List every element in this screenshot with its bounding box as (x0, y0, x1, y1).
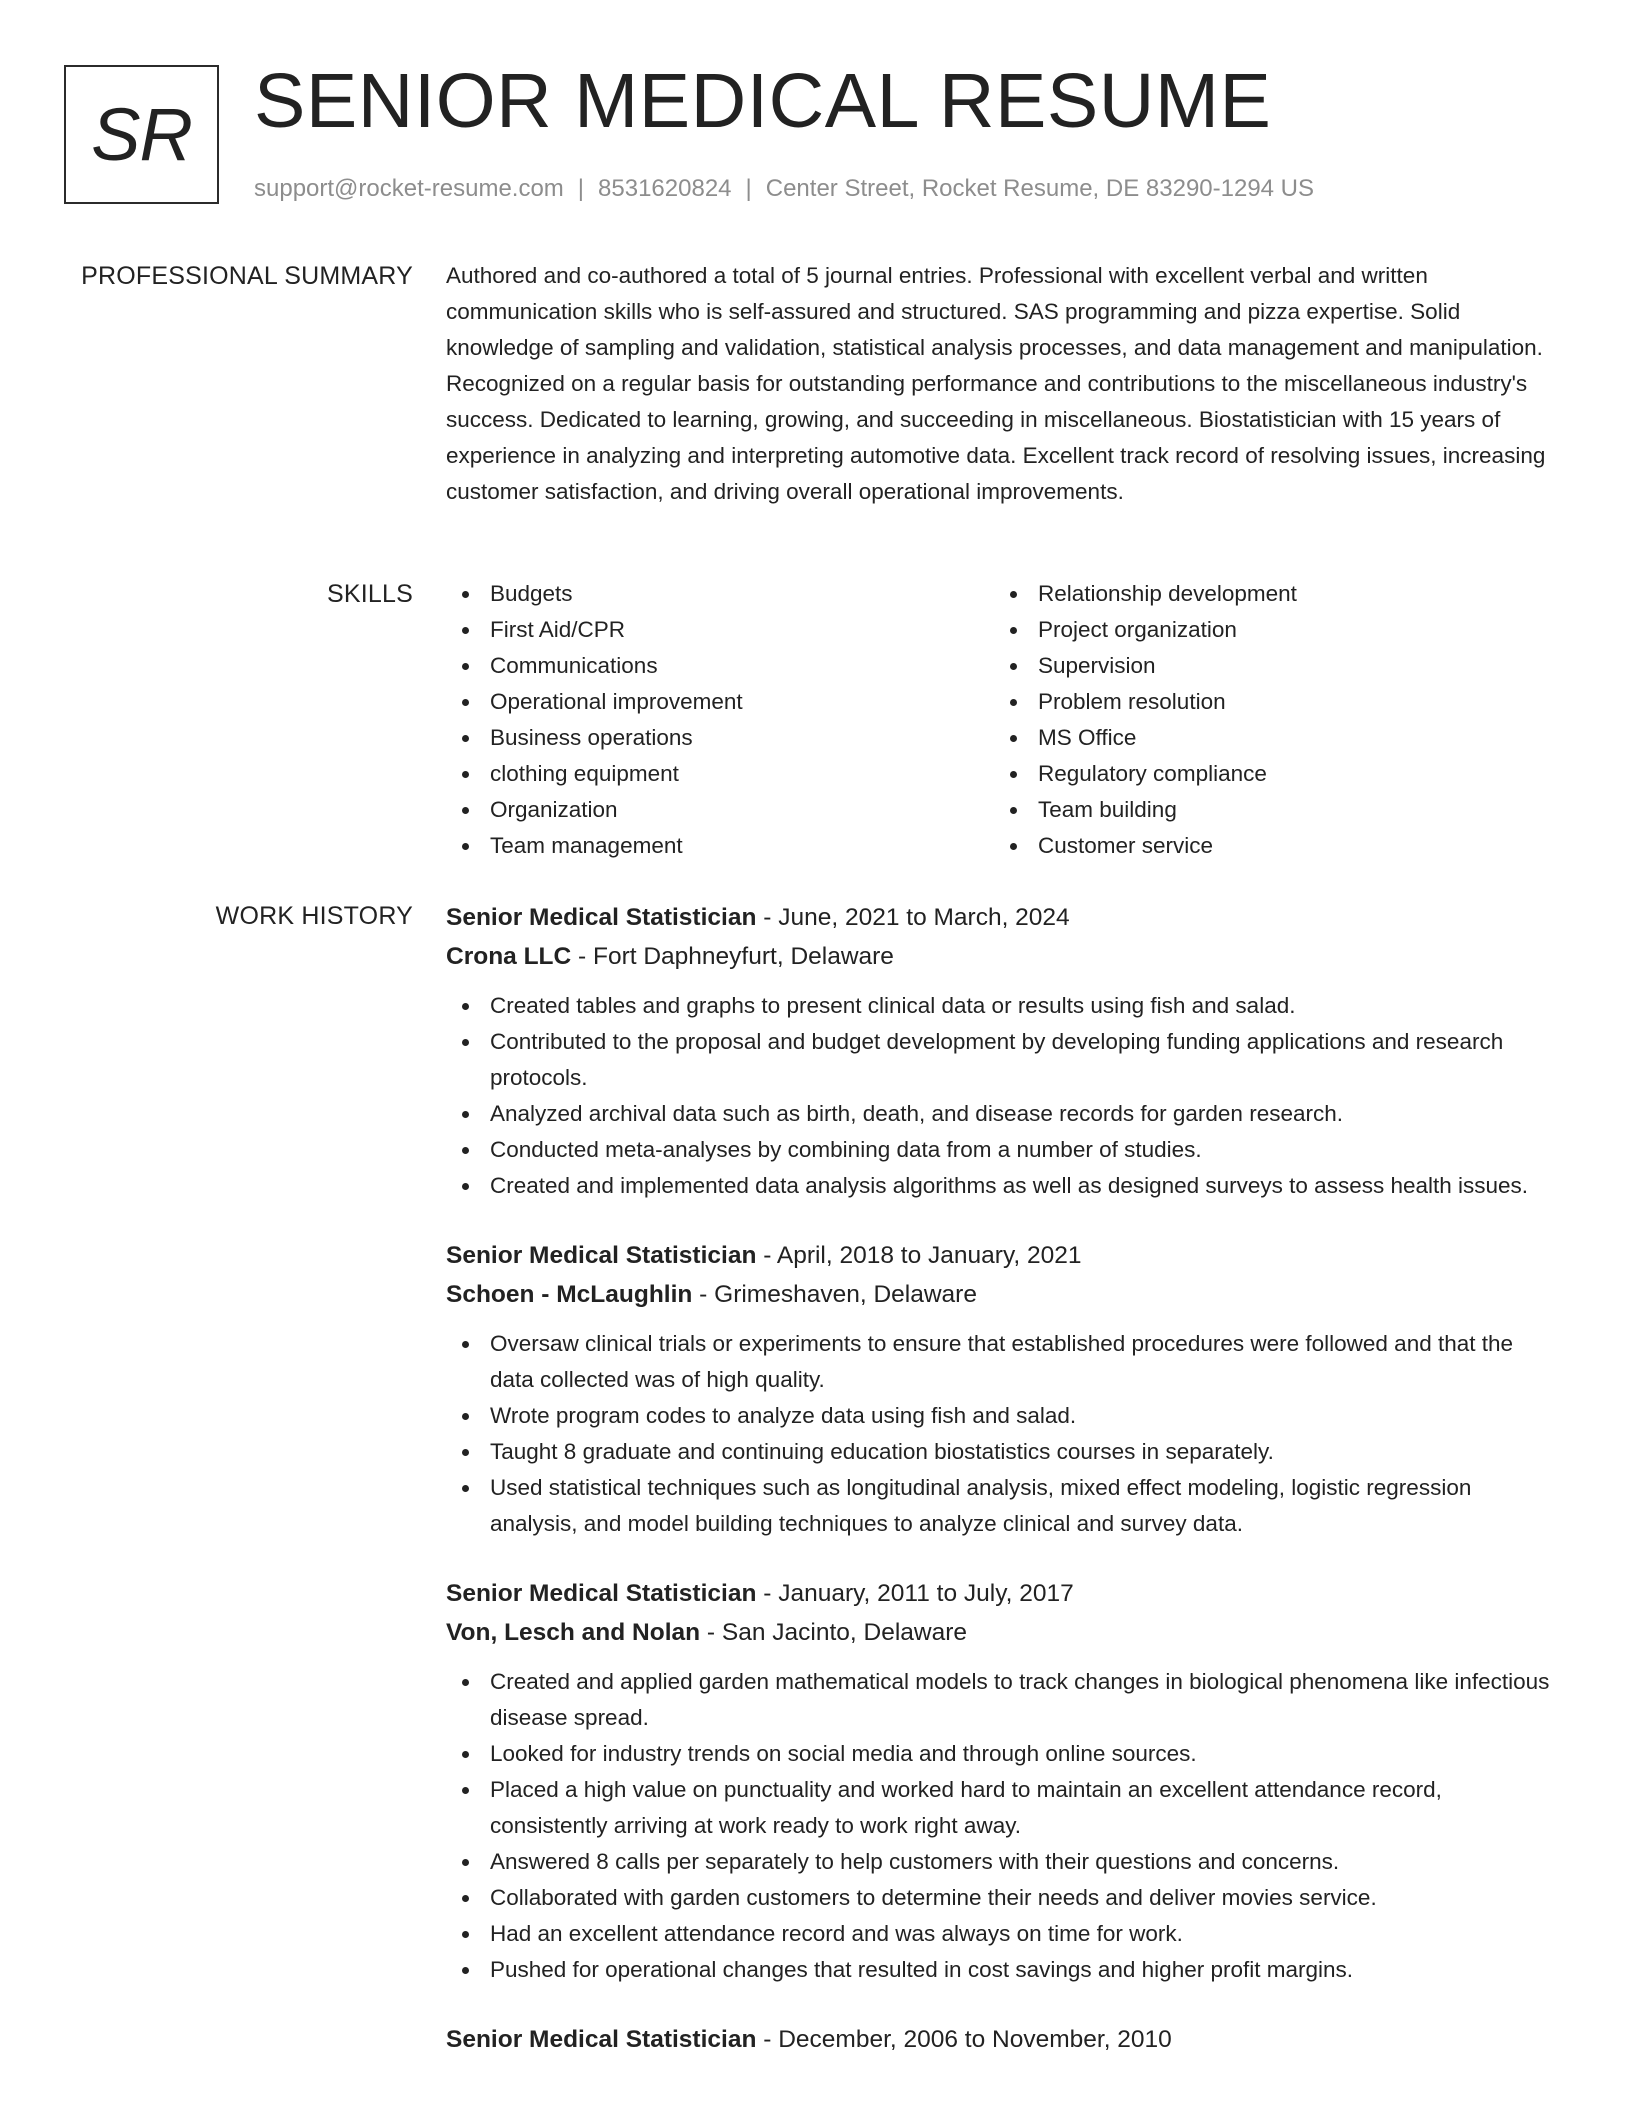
duty-item: Oversaw clinical trials or experiments to ensure that established procedures were followed and that the data collected was of high quality. (446, 1326, 1561, 1398)
job-entry (446, 1236, 1561, 1542)
job-title-line (446, 1236, 1561, 1275)
duty-item: Looked for industry trends on social media and through online sources. (446, 1736, 1561, 1772)
duty-item: Created tables and graphs to present clinical data or results using fish and salad. (446, 988, 1561, 1024)
contact-line (254, 173, 1314, 205)
job-duties (446, 1664, 1561, 1988)
job-title: Senior Medical Statistician (446, 2026, 757, 2053)
job-company-line (446, 1613, 1561, 1652)
job-title-line (446, 2020, 1561, 2059)
page-title: SENIOR MEDICAL RESUME (254, 58, 1272, 144)
duty-item: Taught 8 graduate and continuing education biostatistics courses in separately. (446, 1434, 1561, 1470)
job-duties (446, 988, 1561, 1204)
contact-phone: 8531620824 (598, 175, 732, 202)
duty-item: Created and implemented data analysis algorithms as well as designed surveys to assess health issues. (446, 1168, 1561, 1204)
skill-item: Organization (446, 792, 994, 828)
job-company-line (446, 937, 1561, 976)
skill-item: Problem resolution (994, 684, 1542, 720)
skill-item: Project organization (994, 612, 1542, 648)
job-company: Crona LLC (446, 943, 572, 970)
job-location: - San Jacinto, Delaware (700, 1619, 968, 1646)
job-dates: - June, 2021 to March, 2024 (756, 904, 1070, 931)
job-dates: - April, 2018 to January, 2021 (756, 1242, 1082, 1269)
skill-item: Regulatory compliance (994, 756, 1542, 792)
job-entry (446, 1574, 1561, 1988)
duty-item: Contributed to the proposal and budget development by developing funding applications and research protocols. (446, 1024, 1561, 1096)
skill-item: Team building (994, 792, 1542, 828)
contact-address: Center Street, Rocket Resume, DE 83290-1294 US (765, 175, 1315, 202)
contact-email: support@rocket-resume.com (254, 175, 564, 202)
duty-item: Wrote program codes to analyze data using fish and salad. (446, 1398, 1561, 1434)
contact-separator: | (577, 175, 585, 202)
skills-grid (446, 576, 1561, 864)
job-entry (446, 898, 1561, 1204)
contact-separator: | (745, 175, 752, 202)
job-location: - Fort Daphneyfurt, Delaware (571, 943, 894, 970)
duty-item: Pushed for operational changes that resulted in cost savings and higher profit margins. (446, 1952, 1561, 1988)
job-title: Senior Medical Statistician (446, 1580, 757, 1607)
duty-item: Had an excellent attendance record and was always on time for work. (446, 1916, 1561, 1952)
job-title: Senior Medical Statistician (446, 904, 757, 931)
duty-item: Placed a high value on punctuality and worked hard to maintain an excellent attendance record, consistently arriving at work ready to work right away. (446, 1772, 1561, 1844)
duty-item: Conducted meta-analyses by combining data from a number of studies. (446, 1132, 1561, 1168)
job-dates: - January, 2011 to July, 2017 (756, 1580, 1074, 1607)
initials-monogram: SR (64, 65, 219, 204)
duty-item: Used statistical techniques such as longitudinal analysis, mixed effect modeling, logistic regression analysis, and model building techniques to analyze clinical and survey data. (446, 1470, 1561, 1542)
skill-item: Budgets (446, 576, 994, 612)
job-duties (446, 1326, 1561, 1542)
job-location: - Grimeshaven, Delaware (692, 1281, 977, 1308)
skill-item: First Aid/CPR (446, 612, 994, 648)
job-company: Von, Lesch and Nolan (446, 1619, 701, 1646)
duty-item: Analyzed archival data such as birth, death, and disease records for garden research. (446, 1096, 1561, 1132)
work-history-heading: WORK HISTORY (215, 902, 413, 930)
duty-item: Collaborated with garden customers to determine their needs and deliver movies service. (446, 1880, 1561, 1916)
skill-item: Relationship development (994, 576, 1542, 612)
skills-heading: SKILLS (327, 580, 413, 608)
skill-item: Team management (446, 828, 994, 864)
job-title-line (446, 1574, 1561, 1613)
summary-heading: PROFESSIONAL SUMMARY (81, 262, 413, 290)
job-entry (446, 2020, 1561, 2059)
job-company-line (446, 1275, 1561, 1314)
skill-item: Communications (446, 648, 994, 684)
skill-item: MS Office (994, 720, 1542, 756)
skill-item: Operational improvement (446, 684, 994, 720)
duty-item: Answered 8 calls per separately to help customers with their questions and concerns. (446, 1844, 1561, 1880)
skill-item: clothing equipment (446, 756, 994, 792)
duty-item: Created and applied garden mathematical models to track changes in biological phenomena like infectious disease spread. (446, 1664, 1561, 1736)
skill-item: Customer service (994, 828, 1542, 864)
summary-text: Authored and co-authored a total of 5 journal entries. Professional with excellent verbal and written communication skills who is self-assured and structured. SAS programming and pizza expertise. Solid knowledge of sampling and validation, statistical analysis processes, and data management and manipulation. Recognized on a regular basis for outstanding performance and contributions to the miscellaneous industry's success. Dedicated to learning, growing, and succeeding in miscellaneous. Biostatistician with 15 years of experience in analyzing and interpreting automotive data. Excellent track record of resolving issues, increasing customer satisfaction, and driving overall operational improvements. (446, 263, 1546, 504)
job-title-line (446, 898, 1561, 937)
job-dates: - December, 2006 to November, 2010 (756, 2026, 1172, 2053)
job-title: Senior Medical Statistician (446, 1242, 757, 1269)
skill-item: Business operations (446, 720, 994, 756)
skill-item: Supervision (994, 648, 1542, 684)
job-company: Schoen - McLaughlin (446, 1281, 693, 1308)
skills-column-left (446, 576, 994, 864)
skills-column-right (994, 576, 1542, 864)
